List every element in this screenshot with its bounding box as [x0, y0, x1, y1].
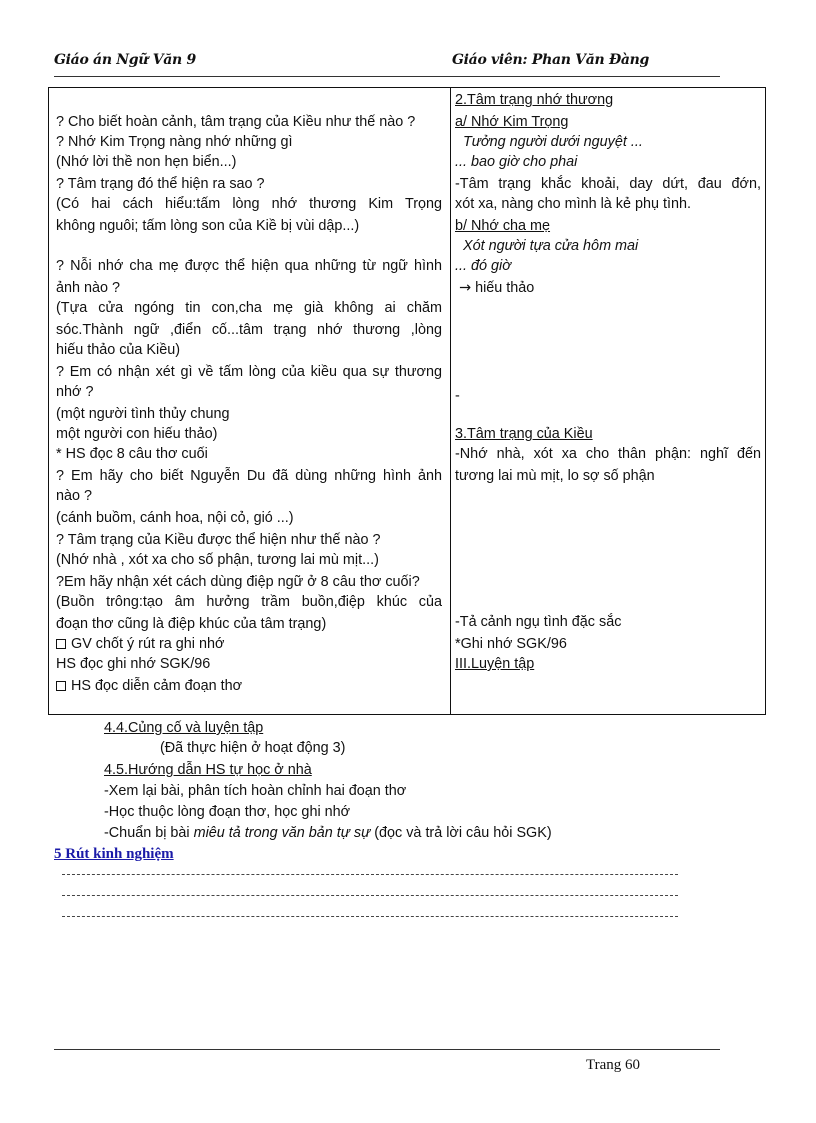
- right-line-r1a: -Tâm trạng khắc khoải, day dứt, đau đớn,: [455, 176, 761, 192]
- quote-line-3: Xót người tựa cửa hôm mai: [463, 238, 639, 254]
- checkbox-icon: [56, 681, 66, 691]
- left-line-19: (cánh buồm, cánh hoa, nội cỏ, gió ...): [56, 510, 294, 526]
- left-line-25: [56, 634, 224, 654]
- dashed-line-1: [62, 874, 678, 875]
- right-line-r3a: -Nhớ nhà, xót xa cho thân phận: nghĩ đến: [455, 446, 761, 462]
- left-line-12: ? Em có nhận xét gì về tấm lòng của kiều qua sự thương: [56, 364, 442, 380]
- page-number: Trang 60: [586, 1057, 641, 1073]
- quote-line-2: ... bao giờ cho phai: [455, 154, 578, 170]
- left-line-1: ? Cho biết hoàn cảnh, tâm trạng của Kiều như thế nào ?: [56, 114, 416, 130]
- section-III-heading: III.Luyện tập: [455, 656, 535, 672]
- right-dash: -: [455, 388, 460, 404]
- left-line-26: HS đọc ghi nhớ SGK/96: [56, 656, 211, 672]
- right-line-r4: -Tả cảnh ngụ tình đặc sắc: [455, 614, 622, 630]
- header-rule: [54, 76, 720, 77]
- left-line-9: (Tựa cửa ngóng tin con,cha mẹ già không ai chăm: [56, 300, 442, 316]
- left-line-23: (Buồn trông:tạo âm hưởng trầm buồn,điệp khúc của: [56, 594, 442, 610]
- quote-line-4: ... đó giờ: [455, 258, 511, 274]
- left-line-17: ? Em hãy cho biết Nguyễn Du đã dùng những hình ảnh: [56, 468, 442, 484]
- experience-heading: 5 Rút kinh nghiệm: [54, 846, 174, 862]
- header-left: Giáo án Ngữ Văn 9: [54, 52, 196, 68]
- section-4-4-note: (Đã thực hiện ở hoạt động 3): [160, 740, 346, 756]
- right-line-r2-text: hiếu thảo: [475, 280, 535, 296]
- footer-rule: [54, 1049, 720, 1050]
- right-line-r5: *Ghi nhớ SGK/96: [455, 636, 567, 652]
- homework-item-3-post: (đọc và trả lời câu hỏi SGK): [370, 825, 552, 841]
- homework-item-3-italic: miêu tả trong văn bản tự sự: [193, 825, 371, 841]
- left-line-25-text: GV chốt ý rút ra ghi nhớ: [71, 636, 225, 652]
- left-line-6: không nguôi; tấm lòng son của Kiề bị vùi dập...): [56, 218, 360, 234]
- left-line-15: một người con hiếu thảo): [56, 426, 218, 442]
- arrow-right-icon: →: [459, 280, 472, 296]
- left-line-27: [56, 676, 242, 696]
- left-line-21: (Nhớ nhà , xót xa cho số phận, tương lai mù mịt...): [56, 552, 379, 568]
- homework-item-3-pre: -Chuẩn bị bài: [104, 825, 194, 841]
- homework-item-2: -Học thuộc lòng đoạn thơ, học ghi nhớ: [104, 804, 351, 820]
- lesson-table: [48, 87, 766, 715]
- right-line-r3b: tương lai mù mịt, lo sợ số phận: [455, 468, 655, 484]
- section-4-5-heading: 4.5.Hướng dẫn HS tự học ở nhà: [104, 762, 312, 778]
- section-3-heading: 3.Tâm trạng của Kiều: [455, 426, 593, 442]
- left-line-13: nhớ ?: [56, 384, 94, 400]
- left-line-10: sóc.Thành ngữ ,điển cố...tâm trạng nhớ thương ,lòng: [56, 322, 442, 338]
- left-line-11: hiếu thảo của Kiều): [56, 342, 181, 358]
- left-line-14: (một người tình thủy chung: [56, 406, 230, 422]
- left-line-3: (Nhớ lời thề non hẹn biển...): [56, 154, 237, 170]
- section-2b-heading: b/ Nhớ cha mẹ: [455, 218, 551, 234]
- homework-item-1: -Xem lại bài, phân tích hoàn chỉnh hai đoạn thơ: [104, 783, 407, 799]
- left-line-18: nào ?: [56, 488, 93, 504]
- section-2-heading: 2.Tâm trạng nhớ thương: [455, 92, 614, 108]
- left-line-5: (Có hai cách hiểu:tấm lòng nhớ thương Kim Trọng: [56, 196, 442, 212]
- dashed-line-2: [62, 895, 678, 896]
- homework-item-3: [104, 823, 552, 843]
- left-line-24: đoạn thơ cũng là điệp khúc của tâm trạng): [56, 616, 327, 632]
- left-line-20: ? Tâm trạng của Kiều được thể hiện như thế nào ?: [56, 532, 381, 548]
- column-divider: [450, 88, 451, 714]
- checkbox-icon: [56, 639, 66, 649]
- left-line-2: ? Nhớ Kim Trọng nàng nhớ những gì: [56, 134, 293, 150]
- left-line-8: ảnh nào ?: [56, 280, 121, 296]
- quote-line-1: Tưởng người dưới nguyệt ...: [463, 134, 643, 150]
- left-line-16: * HS đọc 8 câu thơ cuối: [56, 446, 208, 462]
- header-right: Giáo viên: Phan Văn Đàng: [452, 52, 650, 68]
- left-line-4: ? Tâm trạng đó thể hiện ra sao ?: [56, 176, 265, 192]
- left-line-7: ? Nỗi nhớ cha mẹ được thể hiện qua những từ ngữ hình: [56, 258, 442, 274]
- right-line-r1b: xót xa, nàng cho mình là kẻ phụ tình.: [455, 196, 691, 212]
- dashed-line-3: [62, 916, 678, 917]
- left-line-22: ?Em hãy nhận xét cách dùng điệp ngữ ở 8 câu thơ cuối?: [56, 574, 420, 590]
- left-line-27-text: HS đọc diễn cảm đoạn thơ: [71, 678, 243, 694]
- right-line-r2: [459, 278, 534, 298]
- section-2a-heading: a/ Nhớ Kim Trọng: [455, 114, 569, 130]
- section-4-4-heading: 4.4.Củng cố và luyện tập: [104, 720, 264, 736]
